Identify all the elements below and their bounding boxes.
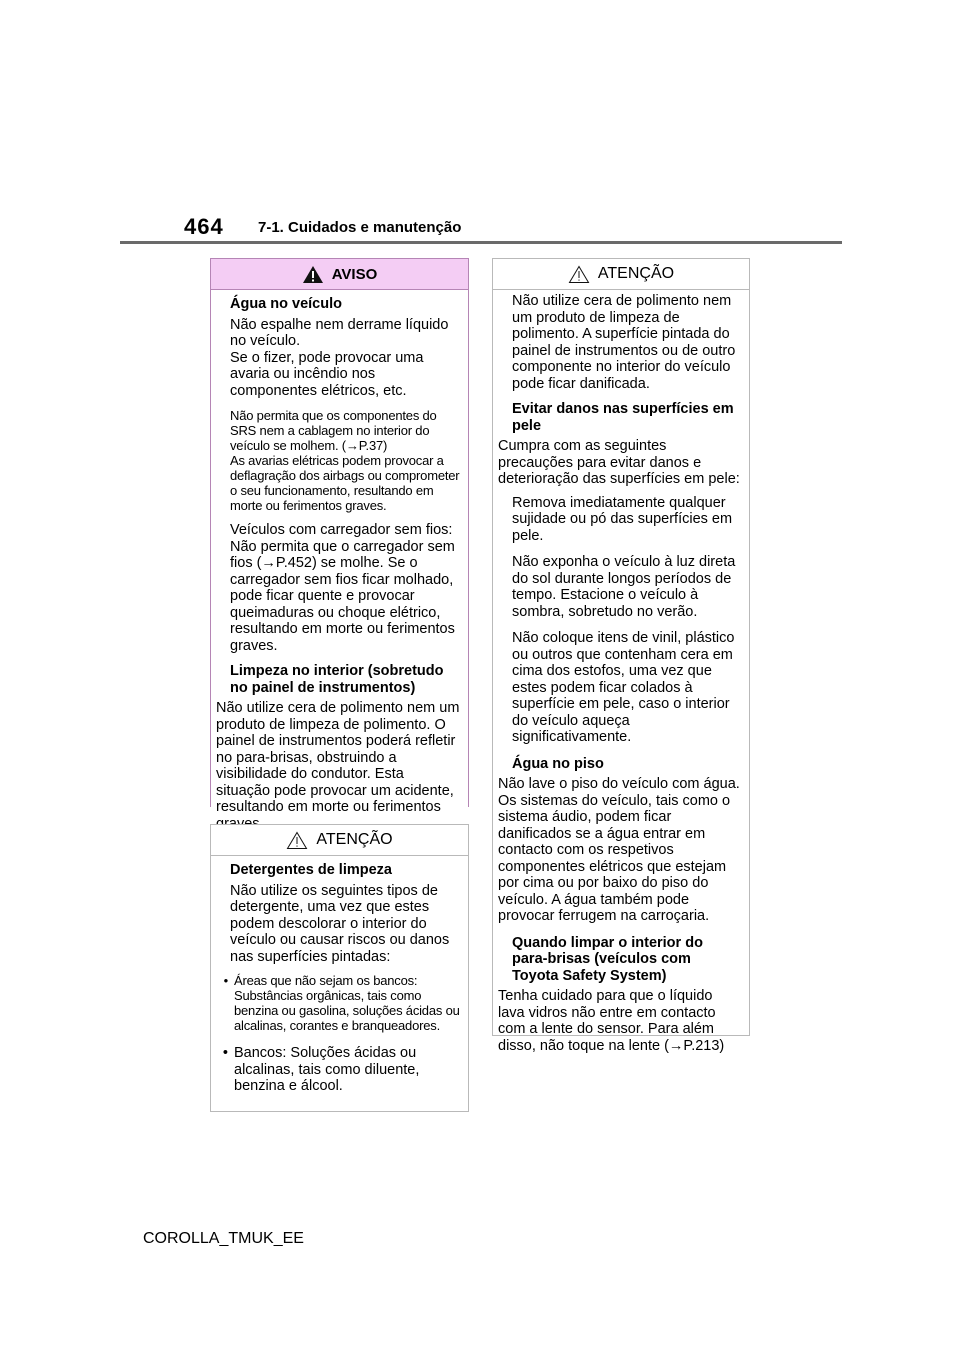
polish-warning-text: Não utilize cera de polimento nem um produto de limpeza de polimento. A superfície pintada do painel de instrumentos ou de outro componente no interior do veículo pode ficar danificada.: [512, 293, 736, 392]
section-title: 7-1. Cuidados e manutenção: [258, 219, 462, 236]
warning-box-header: [211, 259, 468, 290]
list-item: • Bancos: Soluções ácidas ou alcalinas, tais como diluente, benzina e álcool.: [216, 1045, 460, 1095]
caution-box-right: [492, 258, 750, 1054]
leather-text: Cumpra com as seguintes precauções para evitar danos e deterioração das superfícies em pele:: [498, 438, 740, 487]
caution-box-detergents: [210, 824, 469, 1112]
caution-box-header: [493, 259, 749, 290]
interior-cleaning-text: Não utilize cera de polimento nem um produto de limpeza de polimento. O painel de instrumentos poderá refletir no para-brisas, obstruindo a visibilidade do condutor. Esta situação pode provocar um acidente, resultando em morte ou ferimentos: [216, 700, 460, 815]
caution-box-header: [211, 825, 468, 856]
arrow-right-icon: →: [345, 438, 359, 453]
leather-heading: Evitar danos nas superfícies em pele: [512, 401, 734, 434]
arrow-right-icon: →: [668, 1037, 684, 1054]
arrow-right-icon: →: [261, 555, 276, 571]
water-in-vehicle-heading: Água no veículo: [230, 296, 342, 312]
windshield-text: Tenha cuidado para que o líquido lava vidros não entre em contacto com a lente do sensor. Para além disso, não toque na lente (→P.213): [498, 988, 725, 1054]
warning-box: [210, 258, 469, 815]
leather-item-3: Não coloque itens de vinil, plástico ou outros que contenham cera em cima dos estofos, uma vez que estes podem ficar colados à superfície em pele, caso o interior do veículo aqueça significativamente.: [512, 630, 735, 745]
caution-box-title: ATENÇÃO: [597, 265, 675, 282]
leather-item-1: Remova imediatamente qualquer sujidade ou pó das superfícies em pele.: [512, 494, 733, 544]
warning-box-title: AVISO: [331, 265, 378, 283]
wireless-charger-text: Veículos com carregador sem fios: Não permita que o carregador sem fios (→P.452) se molhe. Se o carregador sem fios ficar molhado, pode ficar quente e provocar queimaduras ou choque elétrico, resultando em morte ou ferimentos graves.: [230, 522, 455, 654]
detergents-text: Não utilize os seguintes tipos de detergente, uma vez que estes podem descolorar o interior do veículo ou causar riscos ou danos nas superfícies pintadas:: [230, 882, 450, 965]
model-code: COROLLA_TMUK_EE: [143, 1230, 304, 1247]
leather-item-2: Não exponha o veículo à luz direta do sol durante longos períodos de tempo. Estacione o veículo à sombra, sobretudo no verão.: [512, 554, 736, 620]
warning-triangle-icon: [302, 265, 324, 284]
list-item: • Áreas que não sejam os bancos: Substâncias orgânicas, tais como benzina ou gasolina, soluções ácidas ou alcalinas, corantes e branqueadores.: [216, 973, 460, 1033]
water-in-vehicle-text: Não espalhe nem derrame líquido no veículo.: [230, 316, 449, 349]
detergents-heading: Detergentes de limpeza: [230, 862, 392, 878]
bullet-icon: •: [222, 1045, 228, 1061]
page-header: [0, 0, 960, 250]
srs-wiring-text: Não permita que os componentes do SRS nem a cablagem no interior do veículo se molhem. (→P.37) As avarias elétricas podem provocar a deflagração dos airbags ou comprometer o seu funcionamento, resultando em morte ou ferimentos graves.: [230, 408, 460, 513]
windshield-heading: Quando limpar o interior do para-brisas (veículos com Toyota Safety System): [512, 934, 703, 984]
interior-cleaning-heading: Limpeza no interior (sobretudo no painel de instrumentos): [230, 663, 444, 696]
caution-box-title: ATENÇÃO: [316, 831, 393, 848]
caution-triangle-icon: [286, 831, 308, 850]
bullet-icon: •: [223, 973, 228, 988]
floor-water-text: Não lave o piso do veículo com água. Os sistemas do veículo, tais como o sistema áudio, podem ficar danificados se a água entrar em contacto com os respetivos componentes elétricos que estejam por cima ou por baixo do piso do veículo. A água também pode provocar ferrugem na carroçaria.: [498, 776, 740, 924]
header-divider: [120, 241, 842, 244]
floor-water-heading: Água no piso: [512, 755, 604, 772]
water-in-vehicle-text-2: Se o fizer, pode provocar uma avaria ou incêndio nos componentes elétricos, etc.: [230, 349, 424, 399]
page-number: 464: [184, 214, 224, 239]
caution-triangle-icon: [568, 265, 590, 284]
